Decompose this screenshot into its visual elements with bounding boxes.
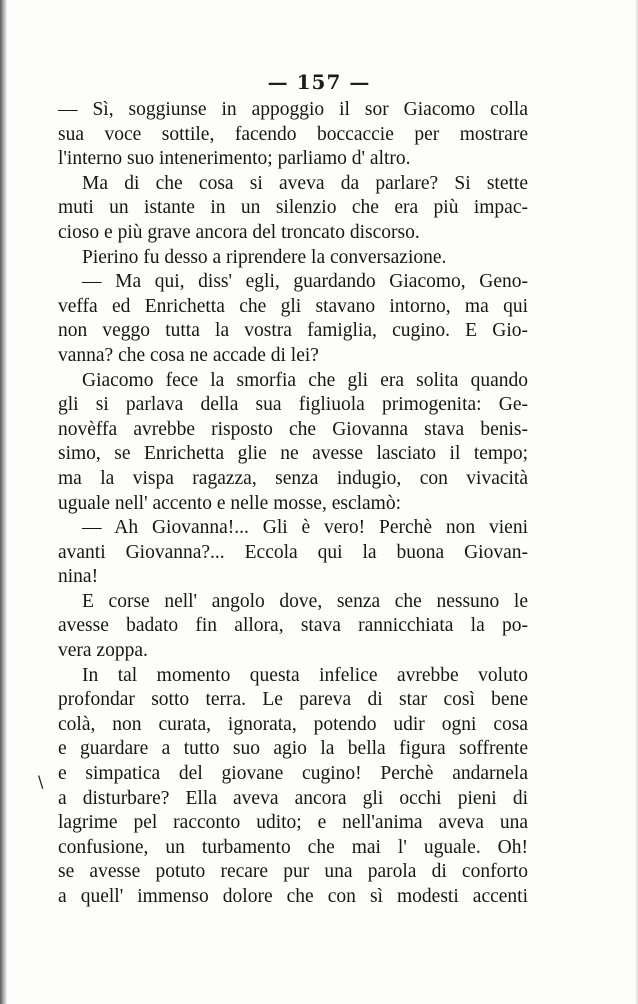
text-line: muti un istante in un silenzio che era più impac- xyxy=(58,197,528,219)
text-line: cioso e più grave ancora del troncato discorso. xyxy=(58,221,420,243)
page-left-edge-shadow xyxy=(0,0,7,1004)
text-line: — Ma qui, diss' egli, guardando Giacomo, Geno- xyxy=(82,271,528,293)
text-line: vanna? che cosa ne accade di lei? xyxy=(58,344,319,366)
text-line: gli si parlava della sua figliuola primogenita: Ge- xyxy=(58,394,528,416)
text-line: Pierino fu desso a riprendere la conversazione. xyxy=(82,246,447,268)
text-line: — Ah Giovanna!... Gli è vero! Perchè non vieni xyxy=(82,517,528,539)
text-line: e guardare a tutto suo agio la bella figura soffrente xyxy=(58,738,528,760)
text-line: E corse nell' angolo dove, senza che nessuno le xyxy=(82,590,528,612)
text-line: sua voce sottile, facendo boccaccie per mostrare xyxy=(58,123,528,145)
text-line: se avesse potuto recare pur una parola di conforto xyxy=(58,861,528,883)
text-line: vera zoppa. xyxy=(58,640,148,662)
text-line: avanti Giovanna?... Eccola qui la buona Giovan- xyxy=(58,541,528,563)
text-line: non veggo tutta la vostra famiglia, cugino. E Gio- xyxy=(58,320,528,342)
text-line: confusione, un turbamento che mai l' uguale. Oh! xyxy=(58,836,528,858)
text-line: — Sì, soggiunse in appoggio il sor Giacomo colla xyxy=(58,99,528,120)
text-line: Ma di che cosa si aveva da parlare? Si stette xyxy=(82,172,528,194)
text-line: l'interno suo intenerimento; parliamo d' altro. xyxy=(58,148,411,170)
body-text xyxy=(58,98,528,910)
text-line: e simpatica del giovane cugino! Perchè andarnela xyxy=(58,763,528,785)
text-line: In tal momento questa infelice avrebbe voluto xyxy=(82,664,528,686)
margin-mark: \ xyxy=(38,772,44,791)
page-number: — 157 — xyxy=(267,70,371,94)
text-line: ma la vispa ragazza, senza indugio, con vivacità xyxy=(58,467,528,489)
text-line: a quell' immenso dolore che con sì modesti accenti xyxy=(58,886,528,907)
text-line: nina! xyxy=(58,566,99,588)
text-line: lagrime pel racconto udito; e nell'anima aveva una xyxy=(58,812,528,834)
text-line: colà, non curata, ignorata, potendo udir ogni cosa xyxy=(58,713,528,735)
text-line: veffa ed Enrichetta che gli stavano intorno, ma qui xyxy=(58,295,528,317)
text-line: simo, se Enrichetta glie ne avesse lasciato il tempo; xyxy=(58,443,528,465)
text-line: uguale nell' accento e nelle mosse, esclamò: xyxy=(58,492,402,514)
text-line: a disturbare? Ella aveva ancora gli occhi pieni di xyxy=(58,787,528,809)
text-line: profondar sotto terra. Le pareva di star così bene xyxy=(58,689,528,711)
text-line: avesse badato fin allora, stava rannicchiata la po- xyxy=(58,615,528,637)
text-line: Giacomo fece la smorfia che gli era solita quando xyxy=(82,369,528,391)
text-line: novèffa avrebbe risposto che Giovanna stava benis- xyxy=(58,418,528,440)
